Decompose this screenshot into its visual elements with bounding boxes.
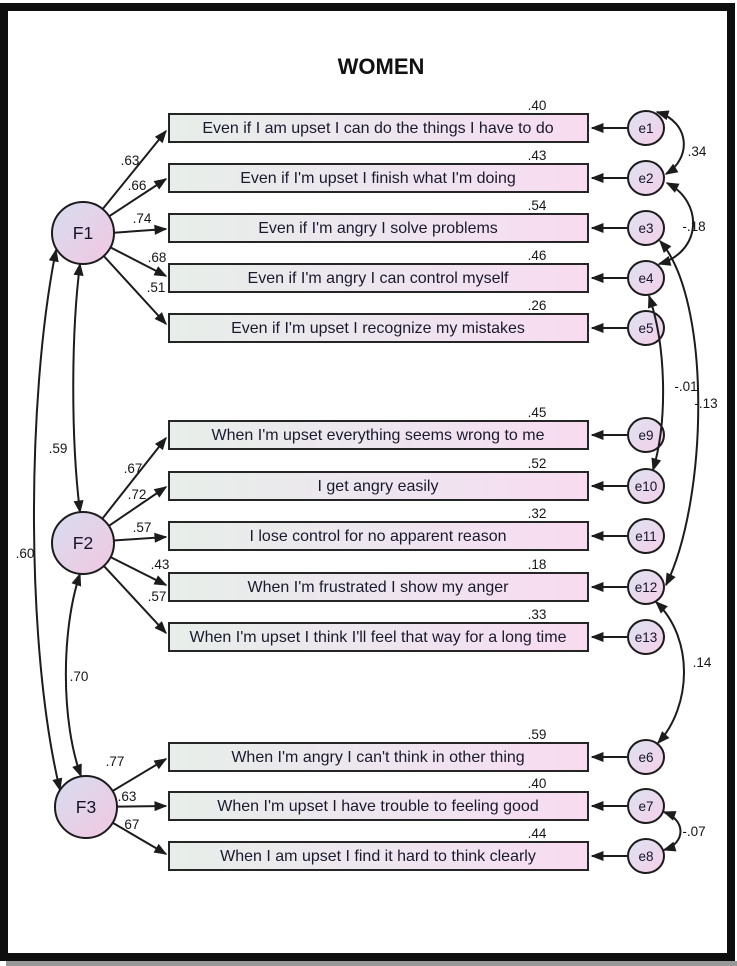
- covariance-arc: [660, 241, 698, 585]
- error-covariance-e7-e8: [664, 812, 706, 850]
- factor-correlation-F1-F2: [49, 264, 80, 512]
- factor-correlation-F2-F3: [66, 574, 89, 776]
- covariance-value: -.07: [682, 824, 706, 839]
- loading-value: .67: [120, 817, 140, 832]
- correlation-arc: [34, 250, 60, 790]
- r2-value: .43: [527, 148, 547, 163]
- r2-value: .33: [527, 607, 547, 622]
- loading-value: .68: [147, 250, 167, 265]
- indicator-label: Even if I am upset I can do the things I have to do: [202, 120, 554, 137]
- loading-value: .57: [147, 589, 167, 604]
- loading-arrow: [114, 229, 166, 233]
- error-label: e5: [638, 321, 654, 336]
- covariance-value: .34: [687, 144, 707, 159]
- indicator-label: When I'm upset I think I'll feel that way for a long time: [189, 629, 567, 646]
- indicator-label: When I'm upset everything seems wrong to me: [211, 427, 545, 444]
- error-label: e2: [638, 171, 654, 186]
- factor-F1: [52, 202, 114, 264]
- indicator-label: Even if I'm upset I recognize my mistakes: [231, 320, 525, 337]
- error-label: e9: [638, 428, 654, 443]
- factor-label: F3: [75, 797, 97, 817]
- error-label: e6: [638, 750, 654, 765]
- loading-value: .67: [123, 461, 143, 476]
- error-label: e1: [638, 121, 654, 136]
- r2-value: .54: [527, 198, 547, 213]
- covariance-value: .14: [692, 655, 712, 670]
- indicator-label: When I'm frustrated I show my anger: [247, 579, 509, 596]
- r2-value: .18: [527, 557, 547, 572]
- error-label: e4: [638, 271, 654, 286]
- r2-value: .52: [527, 456, 547, 471]
- r2-value: .40: [527, 98, 547, 113]
- loading-value: .57: [132, 520, 152, 535]
- indicator-row: [106, 727, 664, 791]
- factor-label: F2: [72, 533, 94, 553]
- indicator-label: Even if I'm upset I finish what I'm doing: [240, 170, 516, 187]
- indicator-row: [114, 506, 664, 553]
- error-label: e8: [638, 849, 654, 864]
- indicator-label: I lose control for no apparent reason: [249, 528, 507, 545]
- error-label: e10: [634, 479, 658, 494]
- indicator-label: Even if I'm angry I can control myself: [247, 270, 509, 287]
- loading-value: .74: [132, 211, 152, 226]
- factor-label: F1: [72, 223, 94, 243]
- loading-value: .77: [105, 754, 125, 769]
- diagram-title: WOMEN: [337, 54, 425, 79]
- loading-arrow: [114, 537, 166, 541]
- indicator-label: Even if I'm angry I solve problems: [258, 220, 498, 237]
- error-covariance-e2-e4: [659, 183, 706, 264]
- indicator-row: [113, 817, 664, 873]
- r2-value: .26: [527, 298, 547, 313]
- loading-value: .43: [150, 557, 170, 572]
- covariance-value: -.01: [674, 379, 698, 394]
- r2-value: .46: [527, 248, 547, 263]
- indicator-row: [114, 198, 664, 245]
- indicator-row: [102, 405, 664, 519]
- error-covariance-e1-e2: [657, 112, 707, 174]
- factor-F3: [55, 776, 117, 838]
- indicator-row: [111, 557, 664, 604]
- correlation-value: .60: [15, 546, 35, 561]
- loading-value: .66: [127, 178, 147, 193]
- factor-F2: [52, 512, 114, 574]
- factor-correlation-F1-F3: [16, 250, 60, 790]
- covariance-arc: [664, 812, 681, 850]
- indicator-row: [109, 456, 664, 526]
- error-covariance-e3-e12: [660, 241, 718, 585]
- indicator-label: I get angry easily: [317, 478, 439, 495]
- r2-value: .32: [527, 506, 547, 521]
- loading-arrow: [103, 131, 166, 209]
- indicator-row: [117, 776, 664, 823]
- error-covariance-e12-e6: [656, 602, 712, 743]
- covariance-value: -.18: [682, 219, 706, 234]
- loading-value: .63: [117, 789, 137, 804]
- indicator-row: [109, 148, 664, 216]
- r2-value: .44: [527, 826, 547, 841]
- loading-arrow: [102, 438, 166, 519]
- correlation-value: .59: [48, 441, 68, 456]
- indicator-label: When I'm upset I have trouble to feeling good: [217, 798, 539, 815]
- indicator-label: When I am upset I find it hard to think clearly: [220, 848, 536, 865]
- loading-arrow: [117, 806, 166, 807]
- r2-value: .45: [527, 405, 547, 420]
- error-label: e11: [635, 529, 657, 544]
- error-label: e12: [634, 580, 658, 595]
- error-label: e13: [634, 630, 658, 645]
- r2-value: .40: [527, 776, 547, 791]
- correlation-arc: [73, 264, 80, 512]
- correlation-value: .70: [69, 669, 89, 684]
- error-label: e7: [638, 799, 654, 814]
- r2-value: .59: [527, 727, 547, 742]
- loading-value: .63: [120, 153, 140, 168]
- indicator-row: [111, 247, 665, 295]
- loading-value: .72: [127, 487, 147, 502]
- loading-value: .51: [146, 280, 166, 295]
- covariance-arc: [656, 602, 684, 743]
- covariance-value: -.13: [694, 396, 718, 411]
- error-label: e3: [638, 221, 654, 236]
- indicator-label: When I'm angry I can't think in other thing: [231, 749, 525, 766]
